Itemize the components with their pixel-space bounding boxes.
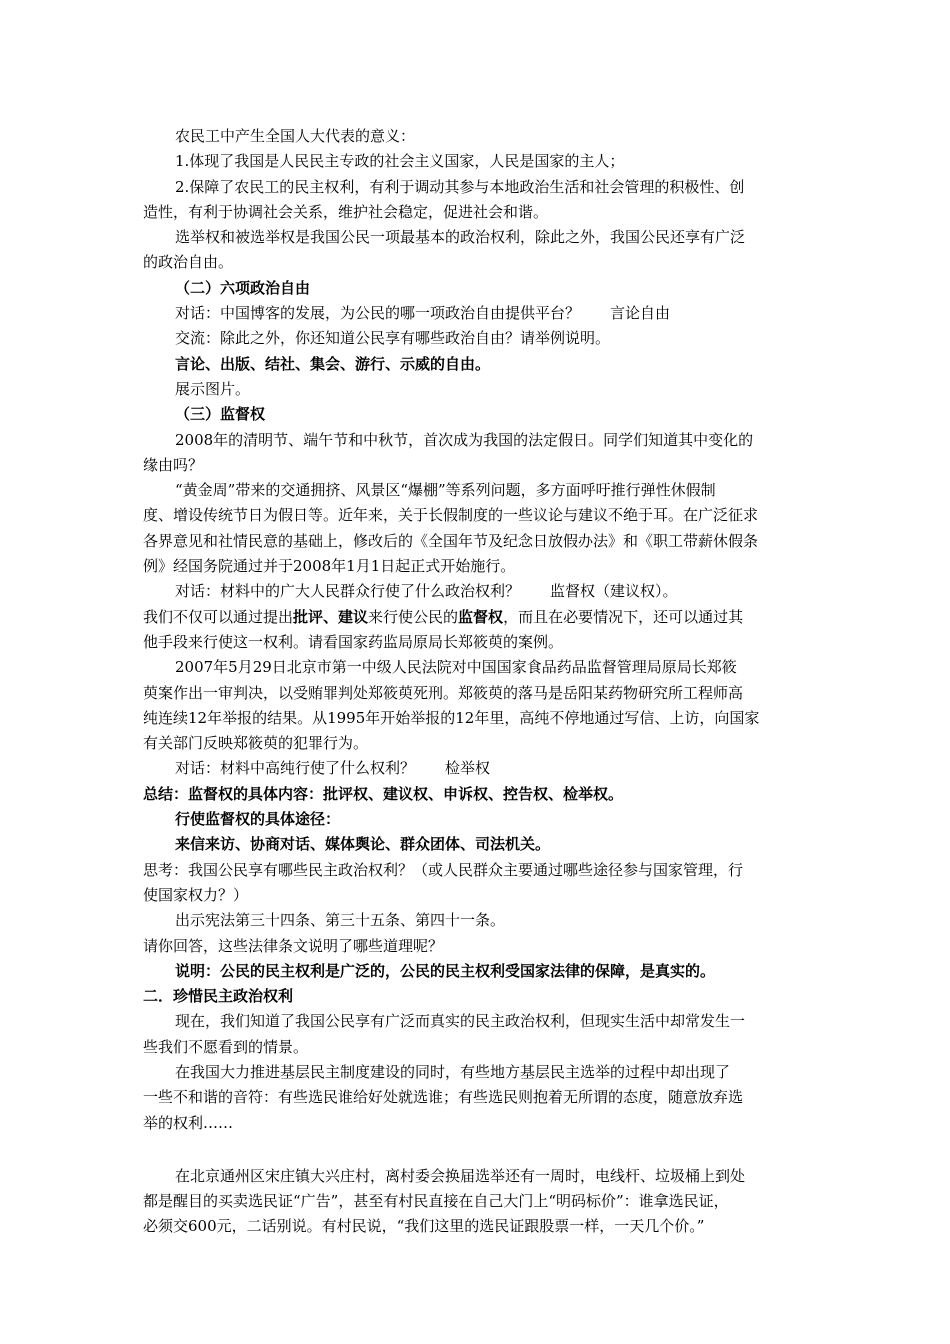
text-line: 些我们不愿看到的情景。 <box>143 1037 309 1056</box>
text-line: 农民工中产生全国人大代表的意义： <box>175 127 416 145</box>
text-line: 交流：除此之外，你还知道公民享有哪些政治自由？请举例说明。 <box>175 329 611 348</box>
text-line: 萸案作出一审判决，以受贿罪判处郑筱萸死刑。郑筱萸的落马是岳阳某药物研究所工程师高 <box>143 683 744 702</box>
text-line: 展示图片。 <box>175 379 251 398</box>
text-line: 在我国大力推进基层民主制度建设的同时，有些地方基层民主选举的过程中却出现了 <box>175 1062 731 1081</box>
paragraph-gap <box>143 1136 823 1164</box>
text-line: 对话：材料中的广大人民群众行使了什么政治权利？ 监督权（建议权）。 <box>175 582 678 601</box>
text-line: 我们不仅可以通过提出批评、建议来行使公民的监督权，而且在必要情况下，还可以通过其 <box>143 607 744 626</box>
bold-line: 行使监督权的具体途径： <box>175 810 341 829</box>
text-line: 都是醒目的买卖选民证“广告”，甚至有村民直接在自己大门上“明码标价”：谁拿选民证， <box>143 1192 729 1211</box>
text-line: 造性，有利于协调社会关系，维护社会稳定，促进社会和谐。 <box>143 202 549 221</box>
text-line: 他手段来行使这一权利。请看国家药监局原局长郑筱萸的案例。 <box>143 632 564 651</box>
text-line: 对话：中国博客的发展，为公民的哪一项政治自由提供平台？ 言论自由 <box>175 304 671 323</box>
text-line: 2.保障了农民工的民主权利，有利于调动其参与本地政治生活和社会管理的积极性、创 <box>175 177 745 196</box>
text-line: 例》经国务院通过并于2008年1月1日起正式开始施行。 <box>143 557 516 576</box>
section-heading: （三）监督权 <box>175 405 266 424</box>
bold-line: 来信来访、协商对话、媒体舆论、群众团体、司法机关。 <box>175 835 551 854</box>
text-line: 2007年5月29日北京市第一中级人民法院对中国国家食品药品监督管理局原局长郑筱 <box>175 658 737 677</box>
document-page <box>143 124 823 1240</box>
text-line: 一些不和谐的音符：有些选民谁给好处就选谁；有些选民则抱着无所谓的态度，随意放弃选 <box>143 1088 744 1107</box>
text-line: 纯连续12年举报的结果。从1995年开始举报的12年里，高纯不停地通过写信、上访，向国家 <box>143 708 760 727</box>
text-line: 度、增设传统节日为假日等。近年来，关于长假制度的一些议论与建议不绝于耳。在广泛征求 <box>143 506 759 525</box>
bold-line: 说明：公民的民主权利是广泛的，公民的民主权利受国家法律的保障，是真实的。 <box>175 961 716 980</box>
text-line: 各界意见和社情民意的基础上，修改后的《全国年节及纪念日放假办法》和《职工带薪休假条 <box>143 531 759 550</box>
text-line: 现在，我们知道了我国公民享有广泛而真实的民主政治权利，但现实生活中却常发生一 <box>175 1012 746 1031</box>
summary-line: 总结：监督权的具体内容：批评权、建议权、申诉权、控告权、检举权。 <box>143 784 624 803</box>
text-line: 2008年的清明节、端午节和中秋节，首次成为我国的法定假日。同学们知道其中变化的 <box>175 430 754 449</box>
text-line: 有关部门反映郑筱萸的犯罪行为。 <box>143 734 369 753</box>
text-line: 缘由吗？ <box>143 455 204 474</box>
text-line: 的政治自由。 <box>143 253 234 272</box>
text-line: 使国家权力？） <box>143 885 249 904</box>
section-heading: 二．珍惜民主政治权利 <box>143 987 294 1006</box>
text-line: “黄金周”带来的交通拥挤、风景区“爆棚”等系列问题，多方面呼吁推行弹性休假制 <box>175 481 716 500</box>
text-line: 思考：我国公民享有哪些民主政治权利？（或人民群众主要通过哪些途径参与国家管理，行 <box>143 860 744 879</box>
text-line: 在北京通州区宋庄镇大兴庄村，离村委会换届选举还有一周时，电线杆、垃圾桶上到处 <box>175 1166 746 1185</box>
text-line: 请你回答，这些法律条文说明了哪些道理呢？ <box>143 936 444 955</box>
text-line: 对话：材料中高纯行使了什么权利？ 检举权 <box>175 759 491 778</box>
text-line: 选举权和被选举权是我国公民一项最基本的政治权利，除此之外，我国公民还享有广泛 <box>175 228 746 247</box>
text-line: 必须交600元，二话别说。有村民说，“我们这里的选民证跟股票一样，一天几个价。” <box>143 1217 705 1236</box>
section-heading: （二）六项政治自由 <box>175 278 311 297</box>
text-line: 举的权利…… <box>143 1113 234 1132</box>
text-line: 出示宪法第三十四条、第三十五条、第四十一条。 <box>175 911 506 930</box>
text-line: 1.体现了我国是人民民主专政的社会主义国家，人民是国家的主人； <box>175 152 625 171</box>
bold-line: 言论、出版、结社、集会、游行、示威的自由。 <box>175 354 491 373</box>
